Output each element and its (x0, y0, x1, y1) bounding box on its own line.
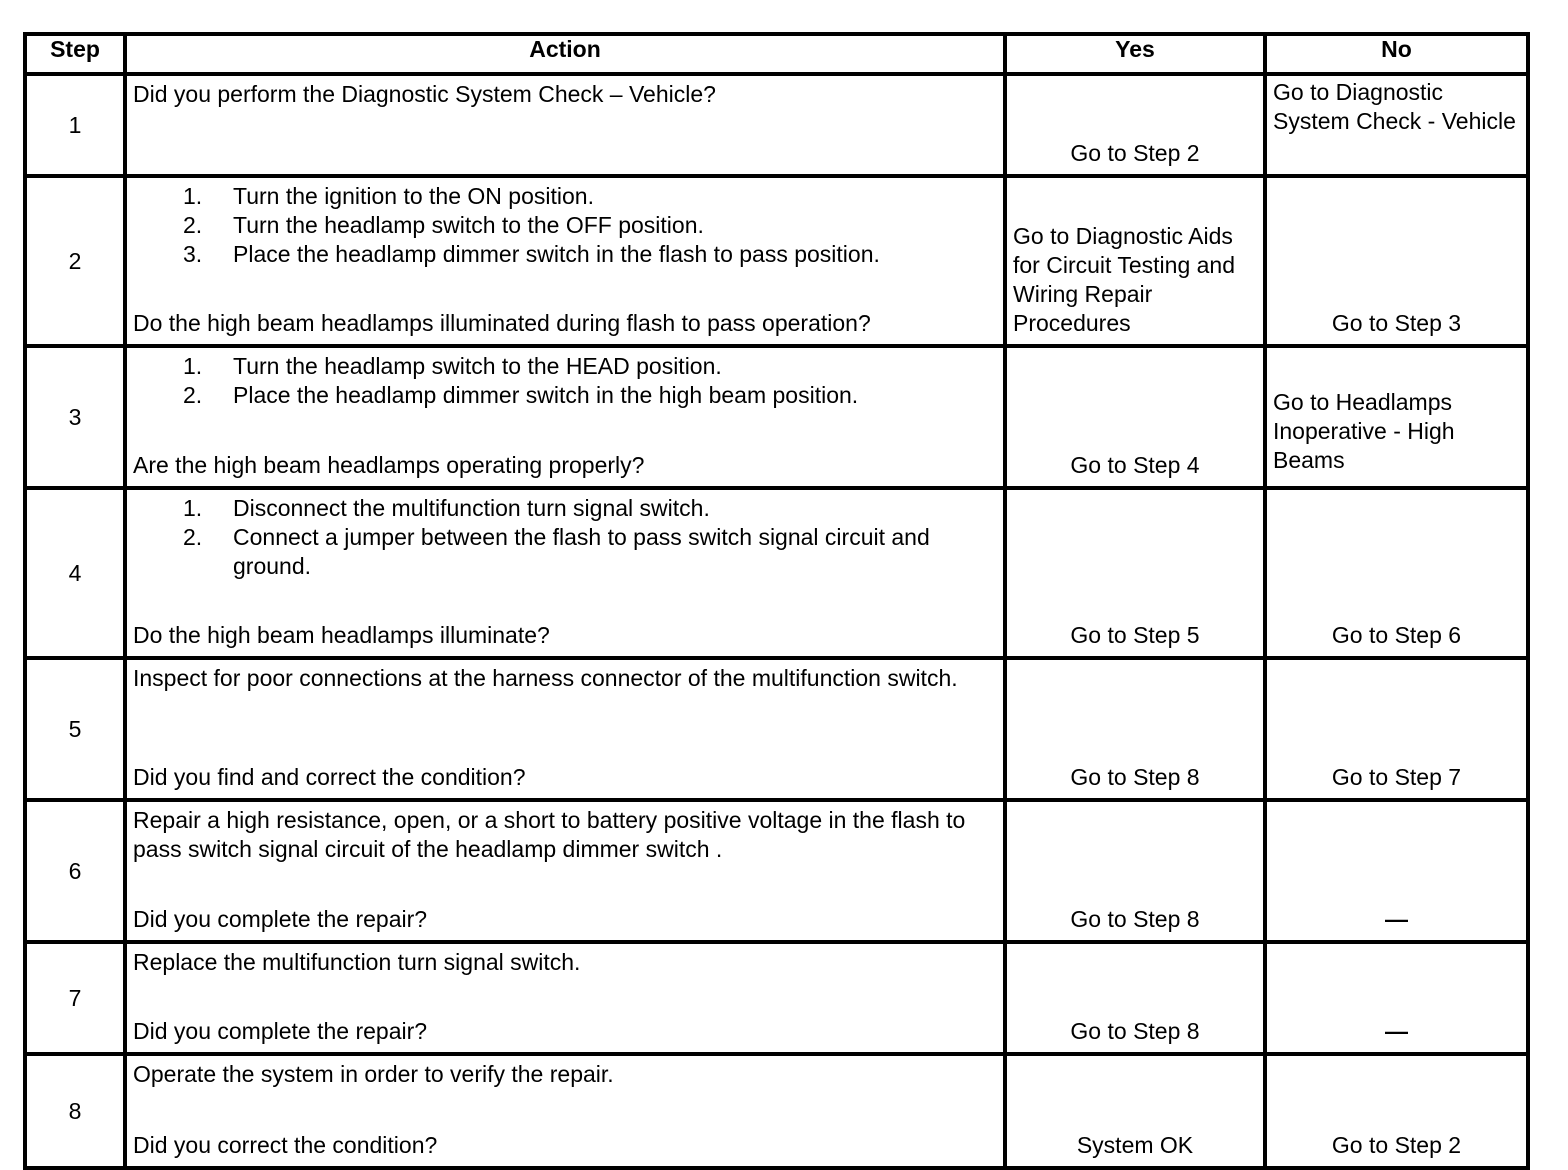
action-question: Did you complete the repair? (133, 906, 428, 932)
yes-outcome: Go to Step 4 (1070, 452, 1200, 478)
table-row (25, 800, 1528, 942)
table-row (25, 942, 1528, 1054)
action-cell (125, 488, 1005, 658)
list-item (183, 182, 993, 211)
yes-cell (1005, 658, 1265, 800)
action-text: Operate the system in order to verify the repair. (133, 1061, 614, 1087)
yes-outcome: System OK (1076, 1132, 1194, 1158)
step-number: 3 (25, 346, 125, 488)
action-question: Did you correct the condition? (133, 1132, 438, 1158)
diagnostic-table (23, 32, 1530, 1170)
list-item-text: Disconnect the multifunction turn signal switch. (233, 495, 710, 521)
yes-outcome: Go to Step 2 (1070, 140, 1200, 166)
list-item-number: 1. (183, 495, 203, 521)
header-yes: Yes (1005, 34, 1265, 74)
action-cell (125, 1054, 1005, 1168)
action-steps-list (133, 182, 993, 269)
no-outcome: — (1385, 906, 1408, 932)
no-outcome: — (1385, 1018, 1408, 1044)
yes-cell (1005, 800, 1265, 942)
action-text: Did you perform the Diagnostic System Check – Vehicle? (133, 81, 716, 107)
action-text: Repair a high resistance, open, or a short to battery positive voltage in the flash to pass switch signal circuit of the headlamp dimmer switch . (133, 807, 966, 862)
action-text: Inspect for poor connections at the harness connector of the multifunction switch. (133, 665, 958, 691)
action-text: Replace the multifunction turn signal switch. (133, 949, 581, 975)
yes-cell (1005, 176, 1265, 346)
action-question: Do the high beam headlamps illuminate? (133, 622, 550, 648)
yes-outcome: Go to Diagnostic Aids for Circuit Testing and Wiring Repair Procedures (1013, 223, 1236, 336)
list-item (183, 211, 993, 240)
step-number: 5 (25, 658, 125, 800)
list-item-text: Connect a jumper between the flash to pass switch signal circuit and ground. (233, 524, 930, 579)
yes-cell (1005, 942, 1265, 1054)
list-item-number: 2. (183, 212, 203, 238)
action-cell (125, 942, 1005, 1054)
no-outcome: Go to Step 2 (1331, 1132, 1462, 1158)
action-cell (125, 800, 1005, 942)
header-no: No (1265, 34, 1528, 74)
step-number: 6 (25, 800, 125, 942)
no-cell (1265, 346, 1528, 488)
list-item (183, 523, 993, 581)
list-item (183, 381, 993, 410)
table-body (25, 74, 1528, 1168)
yes-cell (1005, 346, 1265, 488)
action-cell (125, 658, 1005, 800)
list-item-text: Place the headlamp dimmer switch in the flash to pass position. (233, 241, 880, 267)
yes-cell (1005, 1054, 1265, 1168)
no-outcome: Go to Step 3 (1331, 310, 1462, 336)
table-row (25, 1054, 1528, 1168)
yes-cell (1005, 488, 1265, 658)
no-cell (1265, 1054, 1528, 1168)
step-number: 7 (25, 942, 125, 1054)
yes-outcome: Go to Step 8 (1070, 764, 1200, 790)
action-steps-list (133, 352, 993, 410)
step-number: 8 (25, 1054, 125, 1168)
action-question: Did you complete the repair? (133, 1018, 428, 1044)
no-cell (1265, 74, 1528, 176)
table-row (25, 176, 1528, 346)
yes-cell (1005, 74, 1265, 176)
no-cell (1265, 488, 1528, 658)
step-number: 2 (25, 176, 125, 346)
list-item-number: 2. (183, 382, 203, 408)
list-item (183, 240, 993, 269)
list-item (183, 352, 993, 381)
yes-outcome: Go to Step 8 (1070, 1018, 1200, 1044)
action-steps-list (133, 494, 993, 581)
no-outcome: Go to Diagnostic System Check - Vehicle (1273, 79, 1516, 134)
action-question: Do the high beam headlamps illuminated during flash to pass operation? (133, 310, 871, 336)
no-outcome: Go to Step 7 (1331, 764, 1462, 790)
list-item (183, 494, 993, 523)
list-item-number: 2. (183, 524, 203, 550)
action-cell (125, 176, 1005, 346)
no-cell (1265, 176, 1528, 346)
list-item-text: Turn the headlamp switch to the OFF position. (233, 212, 704, 238)
list-item-text: Turn the headlamp switch to the HEAD position. (233, 353, 722, 379)
action-question: Did you find and correct the condition? (133, 764, 526, 790)
list-item-number: 3. (183, 241, 203, 267)
action-cell (125, 346, 1005, 488)
action-question: Are the high beam headlamps operating properly? (133, 452, 645, 478)
header-step: Step (25, 34, 125, 74)
no-outcome: Go to Step 6 (1331, 622, 1462, 648)
no-cell (1265, 942, 1528, 1054)
step-number: 1 (25, 74, 125, 176)
table-row (25, 74, 1528, 176)
action-cell (125, 74, 1005, 176)
header-action: Action (125, 34, 1005, 74)
header-row (25, 34, 1528, 74)
yes-outcome: Go to Step 8 (1070, 906, 1200, 932)
list-item-text: Turn the ignition to the ON position. (233, 183, 594, 209)
list-item-text: Place the headlamp dimmer switch in the high beam position. (233, 382, 859, 408)
table-row (25, 658, 1528, 800)
no-cell (1265, 658, 1528, 800)
no-cell (1265, 800, 1528, 942)
list-item-number: 1. (183, 183, 203, 209)
table-row (25, 488, 1528, 658)
table-row (25, 346, 1528, 488)
yes-outcome: Go to Step 5 (1070, 622, 1200, 648)
step-number: 4 (25, 488, 125, 658)
list-item-number: 1. (183, 353, 203, 379)
no-outcome: Go to Headlamps Inoperative - High Beams (1273, 389, 1455, 473)
